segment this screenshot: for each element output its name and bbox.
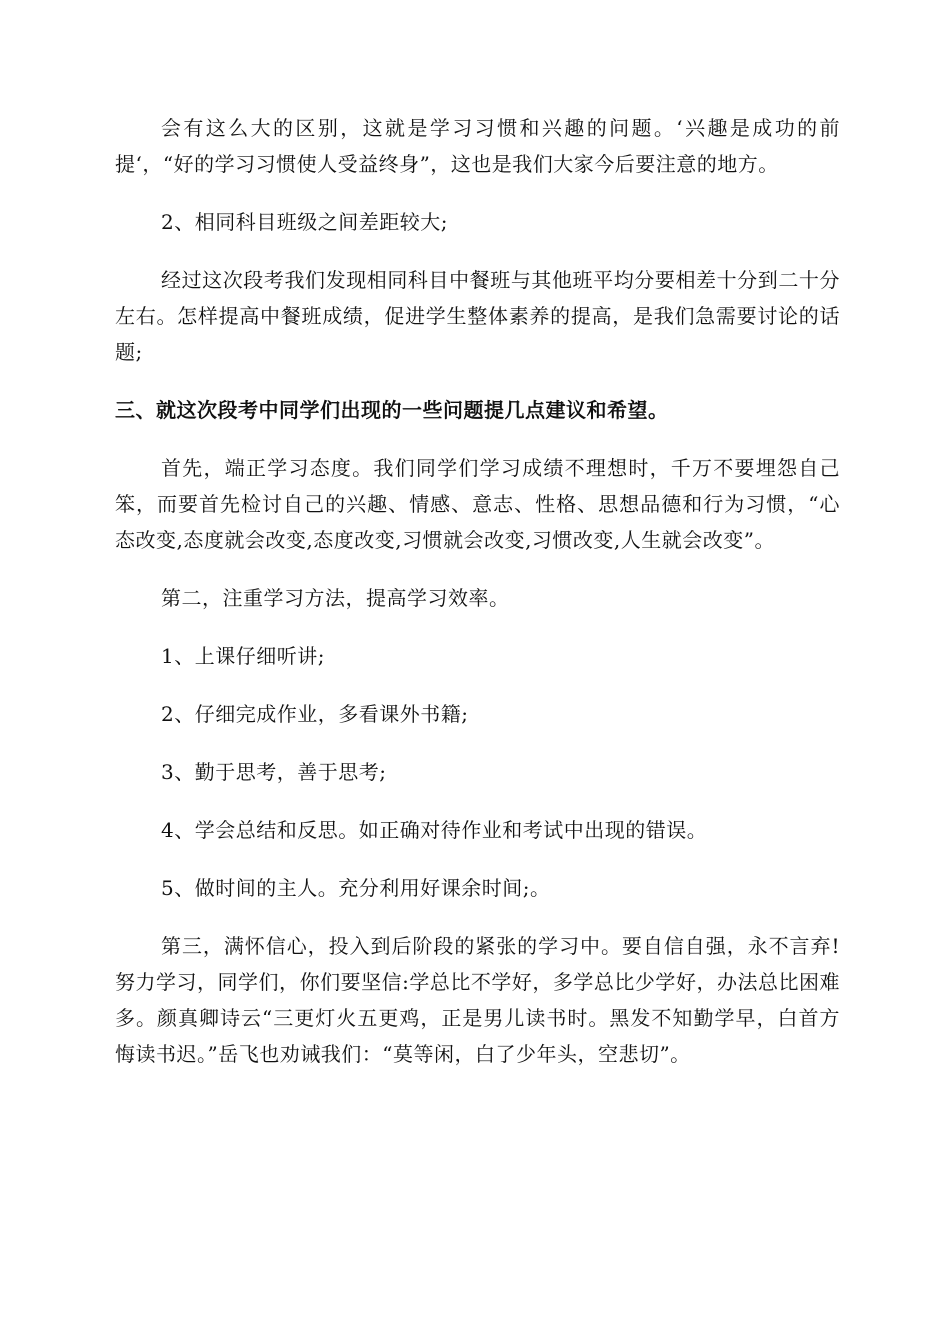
paragraph-habits-interest: 会有这么大的区别，这就是学习习惯和兴趣的问题。‘兴趣是成功的前提‘，“好的学习习惯使人受益终身”，这也是我们大家今后要注意的地方。 [115,116,840,176]
paragraph-second-methods: 第二，注重学习方法，提高学习效率。 [161,586,510,610]
document-body [115,110,840,1094]
paragraph-first-attitude: 首先，端正学习态度。我们同学们学习成绩不理想时，千万不要埋怨自己笨，而要首先检讨自己的兴趣、情感、意志、性格、思想品德和行为习惯，“心态改变,态度就会改变,态度改变,习惯就会改变,习惯改变,人生就会改变”。 [115,456,840,552]
paragraph-third-confidence: 第三，满怀信心，投入到后阶段的紧张的学习中。要自信自强，永不言弃!努力学习，同学们，你们要坚信:学总比不学好，多学总比少学好，办法总比困难多。颜真卿诗云“三更灯火五更鸡，正是男儿读书时。黑发不知勤学早，白首方悔读书迟。”岳飞也劝诫我们：“莫等闲，白了少年头，空悲切”。 [115,934,840,1066]
list-item-1: 1、上课仔细听讲; [161,644,325,668]
paragraph-exam-findings: 经过这次段考我们发现相同科目中餐班与其他班平均分要相差十分到二十分左右。怎样提高中餐班成绩，促进学生整体素养的提高，是我们急需要讨论的话题; [115,268,840,364]
section-heading-3: 三、就这次段考中同学们出现的一些问题提几点建议和希望。 [115,398,669,422]
list-item-2: 2、仔细完成作业，多看课外书籍; [161,702,469,726]
list-item-3: 3、勤于思考，善于思考; [161,760,387,784]
list-item-4: 4、学会总结和反思。如正确对待作业和考试中出现的错误。 [161,818,708,842]
paragraph-point-2-class-gap: 2、相同科目班级之间差距较大; [161,210,448,234]
list-item-5: 5、做时间的主人。充分利用好课余时间;。 [161,876,551,900]
